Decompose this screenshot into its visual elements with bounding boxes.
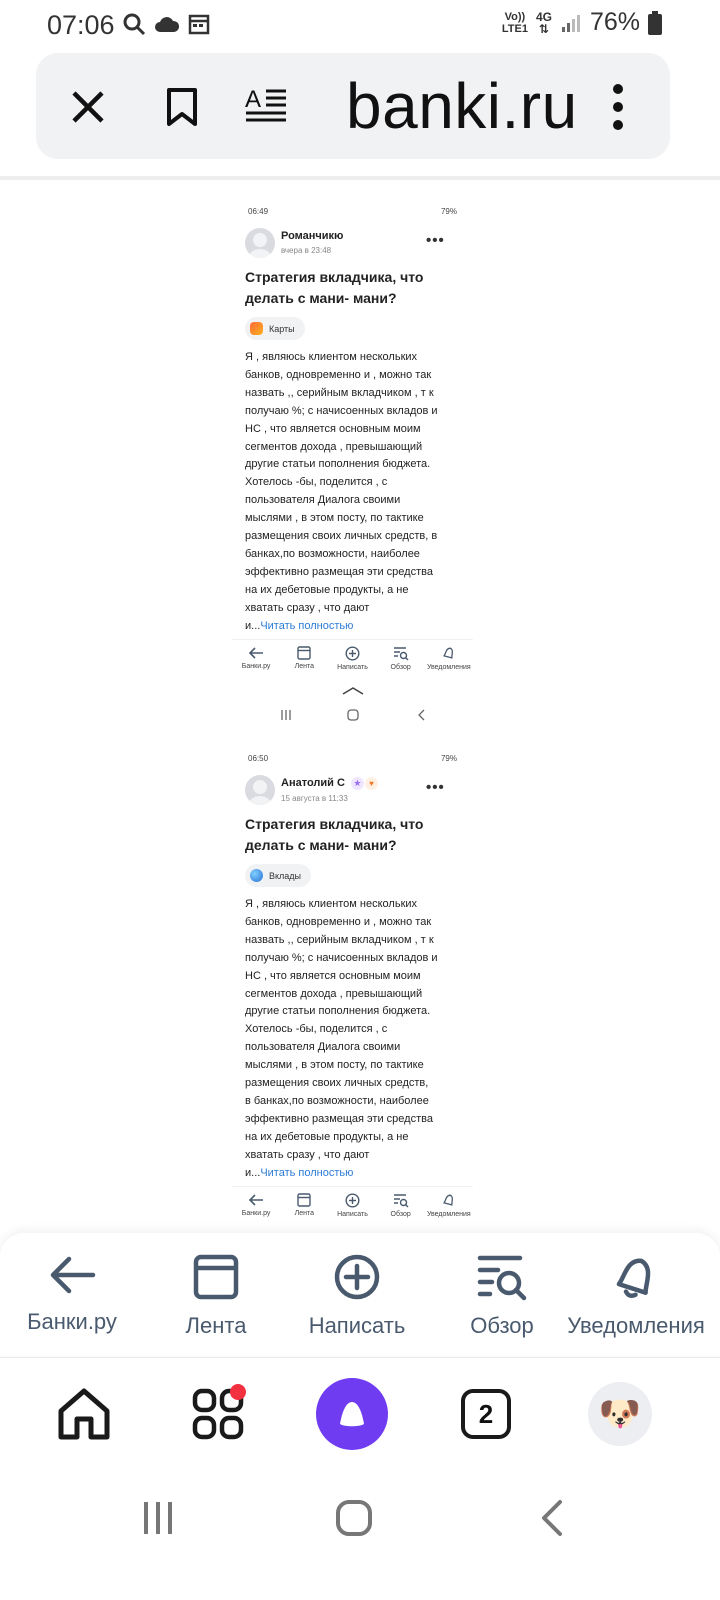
read-more-link[interactable]: Читать полностью — [260, 1166, 354, 1179]
embedded-status-bar — [232, 206, 473, 218]
browser-toolbar — [0, 1357, 720, 1462]
search-icon — [122, 12, 146, 36]
nav-label: Уведомления — [567, 1313, 705, 1338]
post-body-text: Я , являюсь клиентом нескольких банков, одновременно и , можно так назвать ,, серийным вкладчиком , т к получаю %; с начисоенных вкладов и НС , что является основным моим сегментов дохода , превышающий другие статьи пополнения бюджета. Хотелось -бы, поделится , с пользователя Диалога своими мыслями , в этом посту, по тактике размещения своих личных средств, в банках,по возможности, наиболее эффективно размещая эти средства на их дебетовые продукты, а не хватать сразу , что дают и... — [245, 898, 438, 1179]
read-more-link[interactable]: Читать полностью — [260, 619, 354, 632]
post-author[interactable]: Романчикю — [281, 230, 344, 242]
post-title[interactable]: Стратегия вкладчика, что делать с мани- мани? — [245, 816, 424, 853]
post-date: 15 августа в 11:33 — [281, 794, 348, 803]
close-icon — [68, 87, 108, 127]
post-tag-label: Карты — [269, 323, 295, 334]
profile-avatar-icon: 🐶 — [588, 1382, 652, 1446]
post-author[interactable] — [281, 777, 378, 790]
lte-label: LTE1 — [501, 22, 528, 35]
url-field[interactable]: banki.ru — [346, 71, 578, 141]
embedded-nav-label: Написать — [337, 664, 368, 671]
status-bar — [0, 0, 720, 50]
alice-button[interactable] — [316, 1378, 388, 1450]
badge-shield-icon: ♥ — [365, 777, 378, 790]
embedded-nav-feed[interactable] — [280, 640, 328, 679]
embedded-status-time: 06:49 — [248, 207, 269, 216]
embedded-bottom-nav — [232, 639, 473, 679]
feed-icon — [297, 1193, 311, 1207]
bookmark-icon — [165, 87, 199, 127]
nav-banki[interactable] — [22, 1253, 122, 1335]
feed-icon — [192, 1253, 240, 1301]
embedded-system-nav — [232, 697, 473, 737]
feed-icon — [297, 646, 311, 660]
overview-search-icon — [393, 1193, 409, 1208]
avatar[interactable] — [245, 775, 275, 805]
caret-up-icon — [341, 686, 365, 696]
bell-icon — [442, 646, 456, 661]
tabs-button[interactable] — [450, 1378, 522, 1450]
nav-label: Банки.ру — [27, 1309, 117, 1334]
recent-apps-button[interactable] — [128, 1496, 188, 1540]
embedded-nav-notifications[interactable] — [425, 1187, 473, 1226]
services-button[interactable] — [182, 1378, 254, 1450]
embedded-bottom-nav — [232, 1186, 473, 1226]
arrow-left-icon — [248, 1193, 264, 1207]
signal-icon — [560, 12, 582, 34]
embedded-nav-label: Уведомления — [426, 664, 471, 671]
home-icon — [346, 708, 360, 722]
recent-apps-icon — [140, 1500, 176, 1536]
post-title[interactable]: Стратегия вкладчика, что делать с мани- мани? — [245, 269, 424, 306]
post-screenshot-2 — [232, 753, 473, 1228]
battery-icon — [648, 11, 662, 35]
deposits-tag-icon — [250, 869, 263, 882]
post-screenshot-1 — [232, 206, 473, 681]
more-vertical-icon — [612, 83, 624, 131]
avatar[interactable] — [245, 228, 275, 258]
badge-star-icon: ★ — [351, 777, 364, 790]
nav-write[interactable] — [302, 1253, 412, 1339]
embedded-nav-banki[interactable] — [232, 1187, 280, 1226]
embedded-nav-overview[interactable] — [377, 640, 425, 679]
home-circle-icon — [335, 1499, 373, 1537]
embedded-nav-label: Лента — [294, 663, 314, 670]
embedded-nav-feed[interactable] — [280, 1187, 328, 1226]
nav-label: Лента — [185, 1313, 247, 1338]
post-tag-label: Вклады — [269, 870, 302, 881]
post-body-text: Я , являюсь клиентом нескольких банков, одновременно и , можно так назвать ,, серийным вкладчиком , т к получаю %; с начисоенных вкладов и НС , что является основным моим сегментов дохода , превышающий другие статьи пополнения бюджета. Хотелось -бы, поделится , с пользователя Диалога своими мыслями , в этом посту, по тактике размещения своих личных средств, в банках,по возможности, наиболее эффективно размещая эти средства на их дебетовые продукты, а не хватать сразу , что дают и... — [245, 351, 438, 632]
nav-label: Обзор — [470, 1313, 534, 1338]
status-notification-icons — [122, 12, 210, 36]
nav-overview[interactable] — [452, 1253, 552, 1339]
arrow-left-icon — [47, 1253, 97, 1297]
plus-circle-icon — [345, 1193, 360, 1208]
embedded-status-time: 06:50 — [248, 754, 269, 763]
embedded-nav-write[interactable] — [328, 1187, 376, 1226]
post-more-button[interactable]: ••• — [426, 232, 445, 249]
embedded-nav-label: Банки.ру — [241, 1210, 271, 1217]
overview-search-icon — [476, 1253, 528, 1301]
bookmark-button[interactable] — [152, 77, 212, 137]
reader-mode-icon — [244, 85, 288, 129]
arrow-left-icon — [248, 646, 264, 660]
cloud-icon — [154, 14, 180, 34]
tabs-count: 2 — [461, 1389, 511, 1439]
post-tag[interactable] — [245, 317, 305, 340]
post-date: вчера в 23:48 — [281, 246, 332, 255]
plus-circle-icon — [345, 646, 360, 661]
svg-text:A: A — [245, 86, 262, 113]
post-body — [245, 896, 465, 1183]
embedded-nav-banki[interactable] — [232, 640, 280, 679]
embedded-status-battery: 79% — [440, 207, 457, 216]
network-indicator — [536, 11, 552, 35]
battery-percent: 76% — [589, 8, 640, 36]
bell-icon — [612, 1253, 660, 1301]
notification-dot — [230, 1384, 246, 1400]
post-body — [245, 349, 465, 636]
calendar-icon — [188, 13, 210, 35]
cards-tag-icon — [250, 322, 263, 335]
embedded-status-battery: 79% — [440, 754, 457, 763]
volte-indicator — [502, 11, 528, 35]
post-more-button[interactable]: ••• — [426, 779, 445, 796]
post-author-name: Анатолий С — [281, 777, 345, 789]
overview-search-icon — [393, 646, 409, 661]
embedded-nav-label: Написать — [337, 1211, 368, 1218]
address-bar — [36, 53, 670, 159]
nav-label: Написать — [308, 1313, 406, 1338]
status-right-group — [502, 8, 662, 37]
close-button[interactable] — [58, 77, 118, 137]
nav-notifications[interactable] — [566, 1253, 706, 1339]
browser-home-button[interactable] — [48, 1378, 120, 1450]
back-button[interactable] — [522, 1496, 582, 1540]
volte-label: Vo)) — [504, 10, 526, 23]
embedded-nav-notifications[interactable] — [425, 640, 473, 679]
embedded-status-bar — [232, 753, 473, 765]
site-bottom-nav — [0, 1233, 720, 1355]
bell-icon — [442, 1193, 456, 1208]
menu-button[interactable] — [588, 77, 648, 137]
home-button[interactable] — [324, 1496, 384, 1540]
embedded-nav-label: Обзор — [390, 1211, 411, 1218]
embedded-nav-overview[interactable] — [377, 1187, 425, 1226]
embedded-nav-label: Лента — [294, 1210, 314, 1217]
plus-circle-icon — [333, 1253, 381, 1301]
recent-apps-icon — [279, 708, 293, 722]
embedded-nav-label: Уведомления — [426, 1211, 471, 1218]
profile-button[interactable] — [584, 1378, 656, 1450]
post-tag[interactable] — [245, 864, 311, 887]
embedded-nav-write[interactable] — [328, 640, 376, 679]
network-type-label: 4G — [535, 9, 552, 24]
nav-feed[interactable] — [166, 1253, 266, 1339]
system-nav-bar — [0, 1470, 720, 1600]
home-icon — [55, 1385, 113, 1443]
status-time: 07:06 — [47, 10, 115, 40]
embedded-nav-label: Обзор — [390, 664, 411, 671]
embedded-nav-label: Банки.ру — [241, 663, 271, 670]
back-icon — [415, 708, 429, 722]
reader-mode-button[interactable] — [236, 77, 296, 137]
alice-icon — [316, 1378, 388, 1450]
back-icon — [538, 1499, 566, 1537]
page-divider — [0, 176, 720, 180]
data-arrows-icon: ⇅ — [538, 21, 549, 36]
